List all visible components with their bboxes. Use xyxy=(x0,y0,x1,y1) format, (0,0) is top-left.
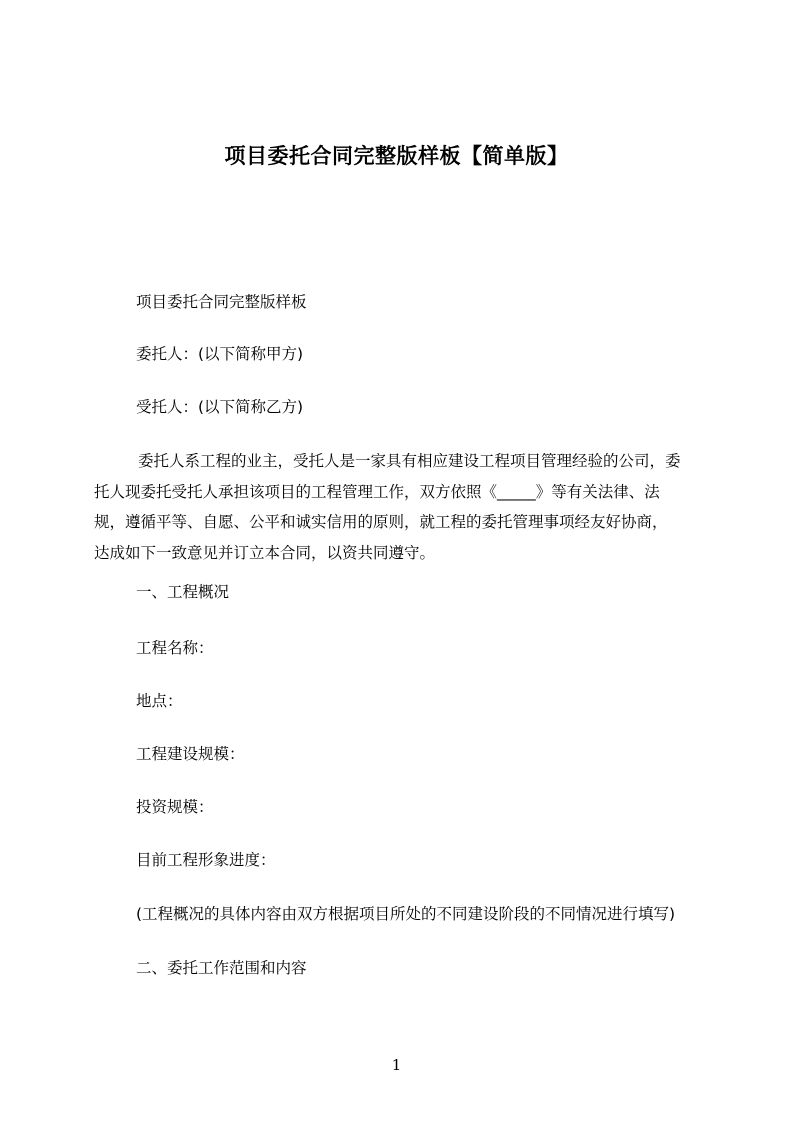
document-title: 项目委托合同完整版样板【简单版】 xyxy=(224,144,569,168)
intro-line: 达成如下一致意见并订立本合同，以资共同遵守。 xyxy=(94,543,436,562)
subtitle-paragraph: 项目委托合同完整版样板 xyxy=(136,293,307,311)
principal-paragraph: 委托人：(以下简称甲方) xyxy=(136,345,304,363)
overview-note: (工程概况的具体内容由双方根据项目所处的不同建设阶段的不同情况进行填写) xyxy=(136,905,676,923)
page-number: 1 xyxy=(391,1056,402,1074)
trustee-paragraph: 受托人：(以下简称乙方) xyxy=(136,398,304,416)
section-heading-scope: 二、委托工作范围和内容 xyxy=(136,959,307,977)
field-progress: 目前工程形象进度： xyxy=(136,851,276,869)
section-heading-project-overview: 一、工程概况 xyxy=(136,583,230,601)
intro-paragraph xyxy=(94,446,706,568)
intro-line: 托人现委托受托人承担该项目的工程管理工作，双方依照《_____》等有关法律、法 xyxy=(94,482,660,501)
field-project-name: 工程名称： xyxy=(136,639,214,657)
intro-line: 委托人系工程的业主，受托人是一家具有相应建设工程项目管理经验的公司，委 xyxy=(138,452,681,470)
field-location: 地点： xyxy=(136,692,183,710)
field-construction-scale: 工程建设规模： xyxy=(136,745,245,763)
field-investment-scale: 投资规模： xyxy=(136,798,214,816)
intro-line: 规，遵循平等、自愿、公平和诚实信用的原则，就工程的委托管理事项经友好协商， xyxy=(94,513,668,531)
